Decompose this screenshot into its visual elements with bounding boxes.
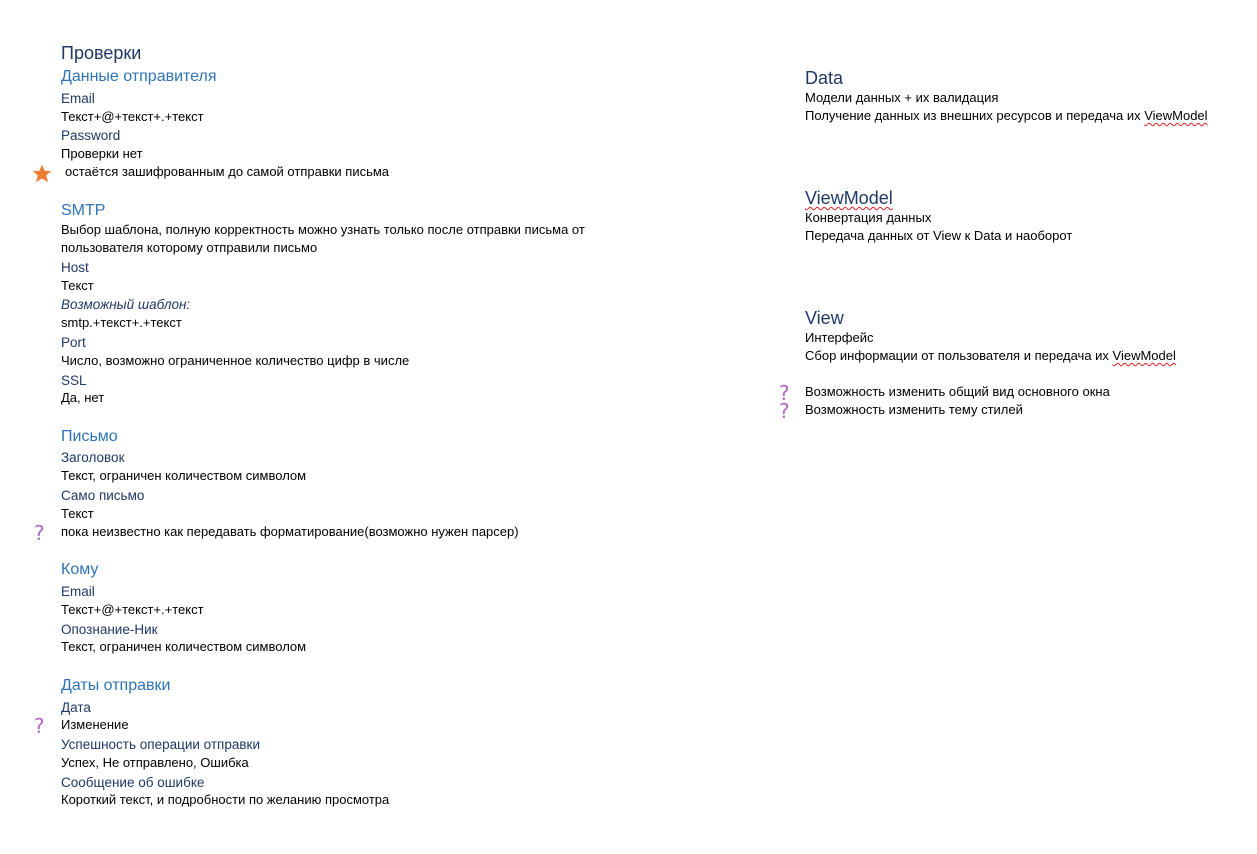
star-icon	[32, 164, 52, 183]
dates-error-value: Короткий текст, и подробности по желанию просмотра	[61, 792, 390, 807]
sender-password-value: Проверки нет	[61, 146, 143, 161]
data-line-1: Модели данных + их валидация	[805, 90, 999, 105]
question-icon: ?	[34, 521, 45, 545]
data-line-2-text: Получение данных из внешних ресурсов и передача их	[805, 108, 1145, 123]
letter-subject-label: Заголовок	[61, 450, 125, 465]
heading-viewmodel	[805, 187, 893, 209]
smtp-ssl-value: Да, нет	[61, 390, 105, 405]
view-line-2-text: Сбор информации от пользователя и передача их	[805, 348, 1113, 363]
heading-data: Data	[805, 68, 844, 88]
letter-body-label: Само письмо	[61, 488, 145, 503]
heading-viewmodel-text: ViewModel	[805, 188, 893, 208]
view-idea-1: Возможность изменить общий вид основного окна	[805, 384, 1110, 399]
heading-view: View	[805, 308, 844, 328]
viewmodel-line-1: Конвертация данных	[805, 210, 932, 225]
recipient-nick-value: Текст, ограничен количеством символом	[61, 639, 307, 654]
sender-password-label: Password	[61, 128, 121, 143]
dates-status-label: Успешность операции отправки	[61, 737, 260, 752]
dates-error-label: Сообщение об ошибке	[61, 775, 205, 790]
question-icon: ?	[34, 714, 45, 738]
smtp-port-label: Port	[61, 335, 86, 350]
view-line-2	[805, 347, 1176, 365]
dates-date-label: Дата	[61, 700, 91, 715]
heading-dates: Даты отправки	[61, 677, 171, 694]
sender-email-value: Текст+@+текст+.+текст	[61, 109, 204, 124]
smtp-description: Выбор шаблона, полную корректность можно узнать только после отправки письма от пользователя которому отправили письмо	[61, 222, 585, 255]
recipient-email-value: Текст+@+текст+.+текст	[61, 602, 204, 617]
view-idea-2: Возможность изменить тему стилей	[805, 402, 1023, 417]
sender-email-label: Email	[61, 91, 95, 106]
smtp-host-value: Текст	[61, 278, 94, 293]
question-icon: ?	[779, 381, 790, 405]
viewmodel-line-2: Передача данных от View к Data и наоборот	[805, 228, 1073, 243]
smtp-template-value: smtp.+текст+.+текст	[61, 315, 182, 330]
sender-password-note: остаётся зашифрованным до самой отправки письма	[65, 164, 390, 179]
recipient-nick-label: Опознание-Ник	[61, 622, 158, 637]
heading-letter: Письмо	[61, 428, 118, 445]
view-line-2-term: ViewModel	[1112, 348, 1176, 363]
heading-sender: Данные отправителя	[61, 68, 217, 85]
view-line-1: Интерфейс	[805, 330, 874, 345]
heading-recipient: Кому	[61, 561, 99, 578]
data-line-2-term: ViewModel	[1144, 108, 1208, 123]
heading-smtp: SMTP	[61, 202, 106, 219]
smtp-host-label: Host	[61, 260, 89, 275]
dates-date-value: Изменение	[61, 717, 129, 732]
question-icon: ?	[779, 399, 790, 423]
smtp-port-value: Число, возможно ограниченное количество цифр в числе	[61, 353, 410, 368]
recipient-email-label: Email	[61, 584, 95, 599]
dates-status-value: Успех, Не отправлено, Ошибка	[61, 755, 249, 770]
letter-subject-value: Текст, ограничен количеством символом	[61, 468, 307, 483]
title-checks: Проверки	[61, 43, 142, 63]
smtp-ssl-label: SSL	[61, 373, 87, 388]
data-line-2	[805, 107, 1208, 125]
letter-body-value: Текст	[61, 506, 94, 521]
letter-body-note: пока неизвестно как передавать форматирование(возможно нужен парсер)	[61, 524, 519, 539]
smtp-template-label: Возможный шаблон:	[61, 297, 191, 312]
